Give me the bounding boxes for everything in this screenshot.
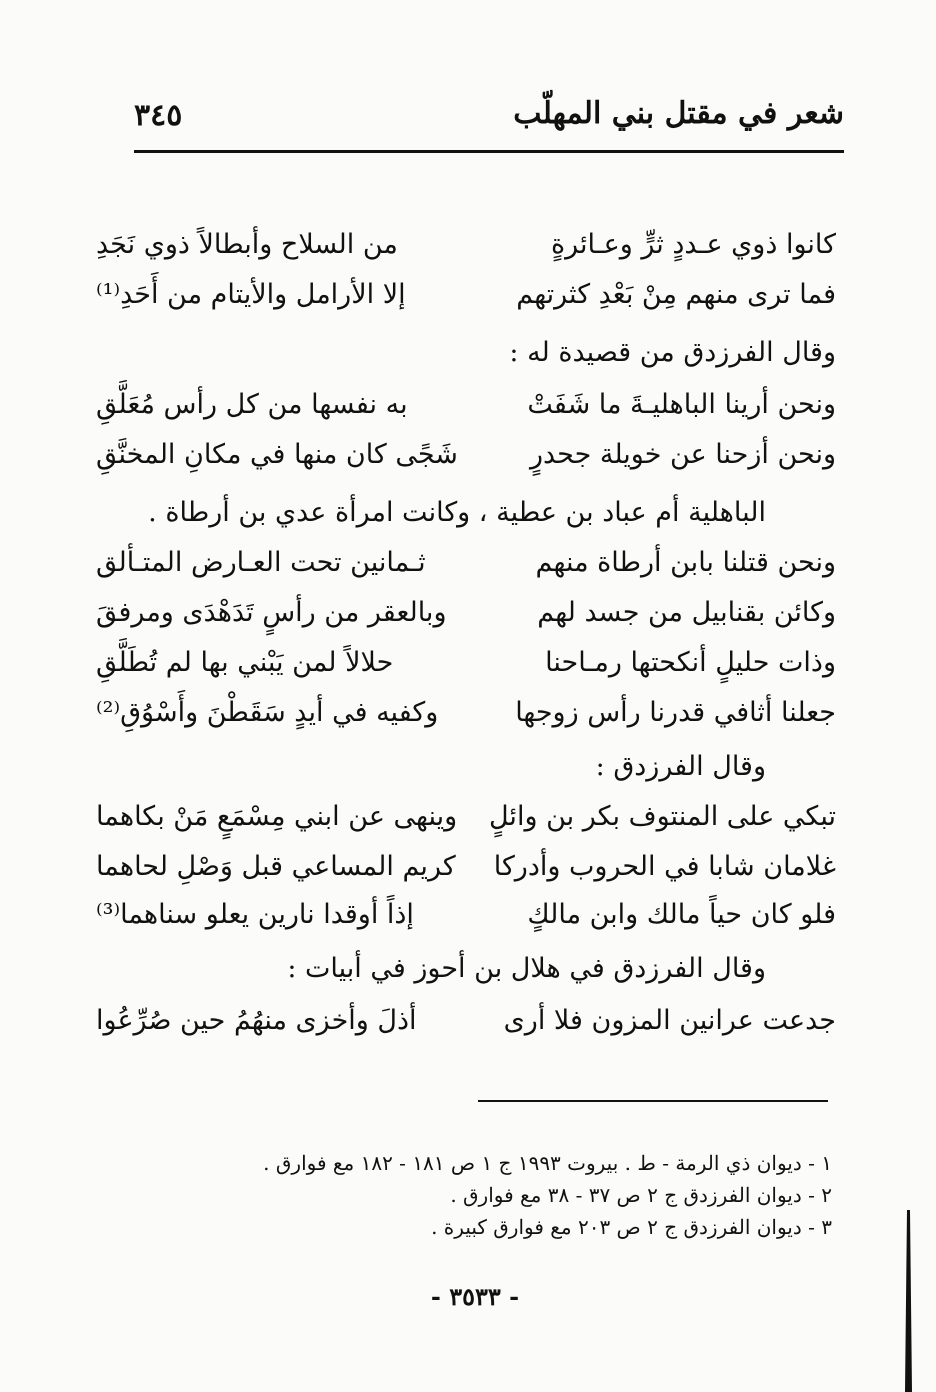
verse-line xyxy=(96,638,836,688)
footnote-rule xyxy=(478,1100,828,1102)
verse-line xyxy=(96,688,836,738)
first-hemistich: جدعت عرانين المزون فلا أرى xyxy=(503,1005,836,1036)
second-hemistich: إذاً أوقدا نارين يعلو سناهما⁽³⁾ xyxy=(96,899,414,930)
poem-intro: وقال الفرزدق من قصيدة له : xyxy=(509,337,836,368)
explanatory-note: الباهلية أم عباد بن عطية ، وكانت امرأة عدي بن أرطاة . xyxy=(148,497,766,528)
second-hemistich: به نفسها من كل رأس مُعَلَّقِ xyxy=(96,389,408,420)
page-number: ٣٤٥ xyxy=(134,98,183,133)
verse-line xyxy=(96,842,836,892)
verse-line xyxy=(96,588,836,638)
first-hemistich: فما ترى منهم مِنْ بَعْدِ كثرتهم xyxy=(516,279,836,310)
second-hemistich: وكفيه في أيدٍ سَقَطْنَ وأَسْوُقِ⁽²⁾ xyxy=(96,697,439,728)
verse-line xyxy=(96,270,836,320)
second-hemistich: ثـمانين تحت العـارض المتـألق xyxy=(96,547,426,578)
verse-line xyxy=(96,538,836,588)
folio-number: - ٣٥٣٣ - xyxy=(430,1282,520,1311)
first-hemistich: تبكي على المنتوف بكر بن وائلٍ xyxy=(488,801,836,832)
second-hemistich: من السلاح وأبطالاً ذوي نَجَدِ xyxy=(96,229,398,260)
first-hemistich: جعلنا أثافي قدرنا رأس زوجها xyxy=(515,697,836,728)
verse-line xyxy=(96,890,836,940)
first-hemistich: ونحن قتلنا بابن أرطاة منهم xyxy=(535,547,836,578)
second-hemistich: شَجًى كان منها في مكانِ المخنَّقِ xyxy=(96,439,458,470)
verse-line xyxy=(96,996,836,1046)
first-hemistich: غلامان شابا في الحروب وأدركا xyxy=(493,851,836,882)
second-hemistich: كريم المساعي قبل وَصْلِ لحاهما xyxy=(96,851,456,882)
first-hemistich: ونحن أزحنا عن خويلة جحدرٍ xyxy=(529,439,836,470)
header-rule xyxy=(134,150,844,153)
footnote: ٢ - ديوان الفرزدق ج ٢ ص ٣٧ - ٣٨ مع فوارق . xyxy=(450,1183,832,1207)
verse-line xyxy=(96,220,836,270)
second-hemistich: وينهى عن ابني مِسْمَعٍ مَنْ بكاهما xyxy=(96,801,458,832)
verse-line xyxy=(96,380,836,430)
poem-intro: وقال الفرزدق في هلال بن أحوز في أبيات : xyxy=(287,953,766,984)
first-hemistich: وذات حليلٍ أنكحتها رمـاحنا xyxy=(545,647,836,678)
second-hemistich: أذلَ وأخزى منهُمُ حين صُرِّعُوا xyxy=(96,1005,417,1036)
footnote: ٣ - ديوان الفرزدق ج ٢ ص ٢٠٣ مع فوارق كبيرة . xyxy=(431,1215,832,1239)
footnote: ١ - ديوان ذي الرمة - ط . بيروت ١٩٩٣ ج ١ ص ١٨١ - ١٨٢ مع فوارق . xyxy=(263,1151,832,1175)
first-hemistich: ونحن أرينا الباهليـةَ ما شَفَتْ xyxy=(527,389,836,420)
poem-intro: وقال الفرزدق : xyxy=(595,751,766,782)
binding-edge-mark xyxy=(904,1210,913,1392)
verse-line xyxy=(96,430,836,480)
second-hemistich: إلا الأرامل والأيتام من أَحَدِ⁽¹⁾ xyxy=(96,279,406,310)
chapter-title: شعر في مقتل بني المهلّب xyxy=(513,96,844,131)
verse-line xyxy=(96,792,836,842)
first-hemistich: فلو كان حياً مالك وابن مالكٍ xyxy=(527,899,836,930)
second-hemistich: وبالعقر من رأسٍ تَدَهْدَى ومرفقَ xyxy=(96,597,447,628)
first-hemistich: كانوا ذوي عـددٍ ثرٍّ وعـائرةٍ xyxy=(550,229,836,260)
second-hemistich: حلالاً لمن يَبْني بها لم تُطَلَّقِ xyxy=(96,647,394,678)
first-hemistich: وكائن بقنابيل من جسد لهم xyxy=(537,597,836,628)
running-header xyxy=(134,96,844,146)
